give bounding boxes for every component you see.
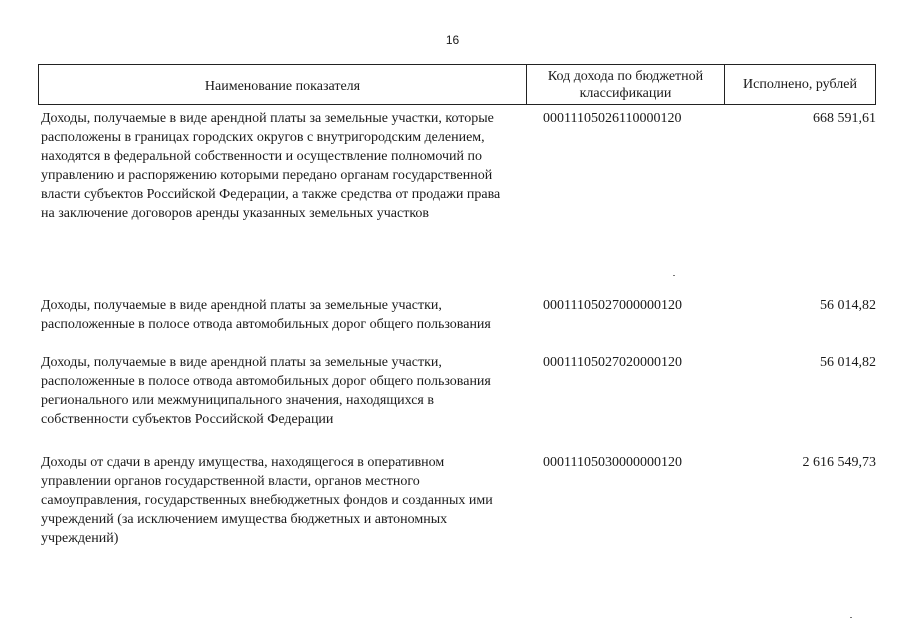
row-indicator-name: Доходы, получаемые в виде арендной платы за земельные участки, расположенные в полосе отвода автомобильных дорог общего пользования	[41, 298, 491, 332]
page-number: 16	[445, 33, 460, 47]
row-indicator-name: Доходы, получаемые в виде арендной платы за земельные участки, расположенные в полосе отвода автомобильных дорог общего пользования регионального или межмуниципального значения, находящихся в собственности субъектов Российской Федерации	[41, 355, 491, 427]
row-budget-code: 00011105026110000120	[543, 111, 682, 126]
header-budget-code: Код дохода по бюджетной классификации	[527, 65, 725, 104]
row-executed-amount: 2 616 549,73	[802, 455, 876, 470]
header-indicator-name: Наименование показателя	[39, 65, 527, 104]
scan-speck	[850, 617, 852, 618]
row-executed-amount: 56 014,82	[820, 355, 876, 370]
table-header	[38, 64, 876, 105]
row-indicator-name: Доходы от сдачи в аренду имущества, находящегося в оперативном управлении органов государственной власти, органов местного самоуправления, государственных внебюджетных фондов и созданных ими учреждений (за исключением имущества бюджетных и автономных учреждений)	[41, 455, 493, 546]
row-budget-code: 00011105027020000120	[543, 355, 682, 370]
scan-speck	[673, 275, 675, 276]
row-executed-amount: 56 014,82	[820, 298, 876, 313]
row-budget-code: 00011105027000000120	[543, 298, 682, 313]
row-executed-amount: 668 591,61	[813, 111, 876, 126]
row-indicator-name: Доходы, получаемые в виде арендной платы за земельные участки, которые расположены в границах городских округов с внутригородским делением, находятся в федеральной собственности и осуществление полномочий по управлению и распоряжению которыми передано органам государственной власти субъектов Российской Федерации, а также средства от продажи права на заключение договоров аренды указанных земельных участков	[41, 111, 501, 221]
row-budget-code: 00011105030000000120	[543, 455, 682, 470]
header-executed-amount: Исполнено, рублей	[743, 77, 857, 92]
